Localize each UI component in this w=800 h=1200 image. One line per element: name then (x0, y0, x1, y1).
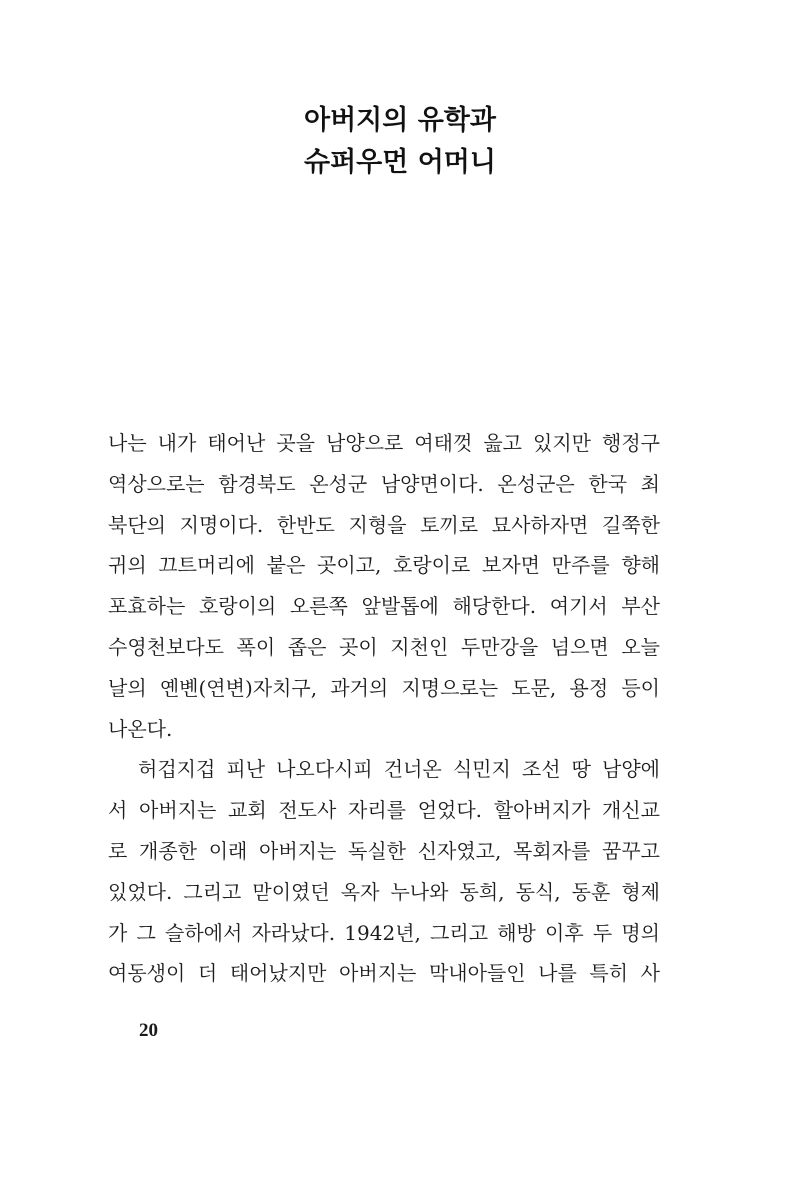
text-line: 날의 옌볜(연변)자치구, 과거의 지명으로는 도문, 용정 등이 (108, 675, 660, 700)
text-line: 나는 내가 태어난 곳을 남양으로 여태껏 읊고 있지만 행정구 (108, 431, 660, 455)
text-line: 포효하는 호랑이의 오른쪽 앞발톱에 해당한다. 여기서 부산 (108, 594, 660, 619)
paragraph-1 (108, 423, 660, 749)
text-line: 로 개종한 이래 아버지는 독실한 신자였고, 목회자를 꿈꾸고 (108, 838, 660, 863)
chapter-title (0, 100, 800, 184)
page-number: 20 (139, 1020, 158, 1041)
chapter-title-line-2: 슈퍼우먼 어머니 (304, 147, 496, 178)
paragraph-2 (108, 749, 660, 994)
text-line: 귀의 끄트머리에 붙은 곳이고, 호랑이로 보자면 만주를 향해 (108, 553, 660, 578)
body-text (108, 423, 660, 994)
text-line: 역상으로는 함경북도 온성군 남양면이다. 온성군은 한국 최 (108, 471, 660, 496)
chapter-title-line-1: 아버지의 유학과 (304, 105, 496, 136)
text-line: 북단의 지명이다. 한반도 지형을 토끼로 묘사하자면 길쭉한 (108, 512, 660, 537)
text-line: 수영천보다도 폭이 좁은 곳이 지천인 두만강을 넘으면 오늘 (108, 634, 660, 659)
text-line: 나온다. (108, 716, 173, 741)
text-line: 있었다. 그리고 맏이였던 옥자 누나와 동희, 동식, 동훈 형제 (108, 879, 660, 904)
text-line: 가 그 슬하에서 자라났다. 1942년, 그리고 해방 이후 두 명의 (108, 920, 660, 945)
text-line: 서 아버지는 교회 전도사 자리를 얻었다. 할아버지가 개신교 (108, 798, 660, 823)
text-line: 여동생이 더 태어났지만 아버지는 막내아들인 나를 특히 사 (108, 961, 660, 986)
text-line: 허겁지겁 피난 나오다시피 건너온 식민지 조선 땅 남양에 (138, 757, 660, 782)
